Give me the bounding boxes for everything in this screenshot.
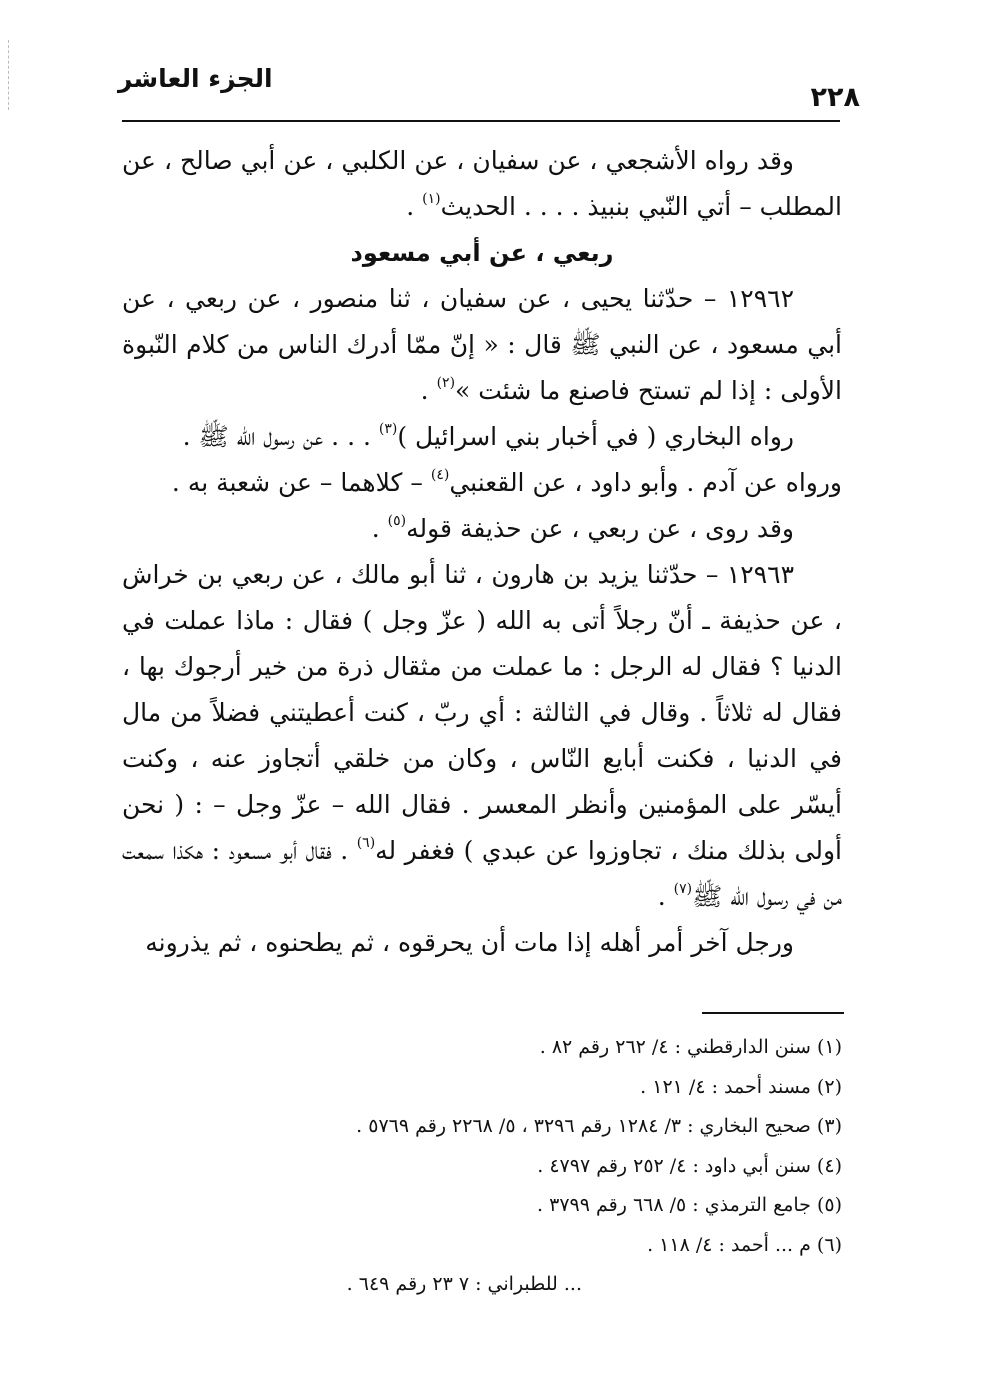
paragraph-end: . [420,376,437,405]
footnote-3: (٣) صحيح البخاري : ٣/ ١٢٨٤ رقم ٣٢٩٦ ، ٥/ ٢٢٦٨ رقم ٥٧٦٩ . [356,1115,842,1137]
footnote-ref-2: (٢) [436,375,456,391]
footnote-6: (٦) م ... أحمد : ٤/ ١١٨ . [647,1233,842,1256]
hadith-text: ١٢٩٦٣ – حدّثنا يزيد بن هارون ، ثنا أبو مالك ، عن ربعي بن خراش ، عن حذيفة ـ أنّ رجلاً أتى به الله ( عزّ وجل ) فقال : ماذا عملت في الدنيا ؟ فقال له الرجل : ما عملت من مثقال ذرة من خير أرجوك بها ، فقال له ثلاثاً . وقال في الثالثة : أي ربّ ، كنت أعطيتني فضلاً من مال في الدنيا ، فكنت أبايع النّاس ، وكان من خلقي أتجاوز عنه ، وكنت أيسّر على المؤمنين وأنظر المعسر . فقال الله – عزّ وجل – : ( نحن أولى بذلك منك ، تجاوزوا عن عبدي ) فغفر له [122,560,842,865]
paragraph-text-cont: . . . عن رسول الله ﷺ . [182,422,379,451]
paragraph-abu-dawud [122,460,842,506]
footnote-5: (٥) جامع الترمذي : ٥/ ٦٦٨ رقم ٣٧٩٩ . [537,1194,842,1216]
footnote-4: (٤) سنن أبي داود : ٤/ ٢٥٢ رقم ٤٧٩٧ . [537,1154,842,1177]
section-heading: ربعي ، عن أبي مسعود [350,239,614,267]
paragraph-end: . [406,192,423,221]
paragraph-text: وقد روى ، عن ربعي ، عن حذيفة قوله [406,514,794,543]
main-text [122,138,842,966]
paragraph-continues: ورجل آخر أمر أهله إذا مات أن يحرقوه ، ثم يطحنوه ، ثم يذرونه [145,928,794,957]
page-number: ٢٢٨ [810,82,860,113]
footnote-1: (١) سنن الدارقطني : ٤/ ٢٦٢ رقم ٨٢ . [539,1036,842,1058]
paragraph-text: رواه البخاري ( في أخبار بني اسرائيل ) [397,422,794,451]
hadith-text-cont: . فقال أبو مسعود : هكذا سمعت من في رسول الله ﷺ [122,836,842,911]
paragraph-bukhari [122,414,842,460]
footnote-ref-1: (١) [422,191,441,207]
paragraph-end: . [657,882,674,911]
paragraph-end: . [371,514,388,543]
hadith-12963 [122,552,842,920]
hadith-text: ١٢٩٦٢ – حدّثنا يحيى ، عن سفيان ، ثنا منصور ، عن ربعي ، عن أبي مسعود ، عن النبي ﷺ قال : « إنّ ممّا أدرك الناس من كلام النّبوة الأولى : إذا لم تستح فاصنع ما شئت » [122,284,842,405]
paragraph-text-cont: – كلاهما – عن شعبة به . [171,468,431,497]
running-title: الجزء العاشر [118,64,273,93]
footnote-ref-4: (٤) [430,467,450,483]
footnote-separator [702,1012,844,1014]
paragraph-ashjai [122,138,842,230]
footnote-ref-5: (٥) [387,513,407,529]
scan-margin-mark [8,40,10,110]
footnote-2: (٢) مسند أحمد : ٤/ ١٢١ . [640,1075,842,1098]
paragraph-hudhayfa [122,506,842,552]
paragraph-text: ورواه عن آدم . وأبو داود ، عن القعنبي [449,468,842,497]
header-rule [122,120,840,122]
footnotes [240,1028,842,1305]
footnote-ref-7: (٧) [673,881,693,897]
footnote-7: ... للطبراني : ٧ ٢٣ رقم ٦٤٩ . [346,1273,582,1295]
footnote-ref-3: (٣) [378,421,398,437]
paragraph-text: وقد رواه الأشجعي ، عن سفيان ، عن الكلبي ، عن أبي صالح ، عن المطلب – أتي النّبي بنبيذ . . . . الحديث [122,146,842,221]
hadith-12962 [122,276,842,414]
footnote-ref-6: (٦) [356,835,376,851]
